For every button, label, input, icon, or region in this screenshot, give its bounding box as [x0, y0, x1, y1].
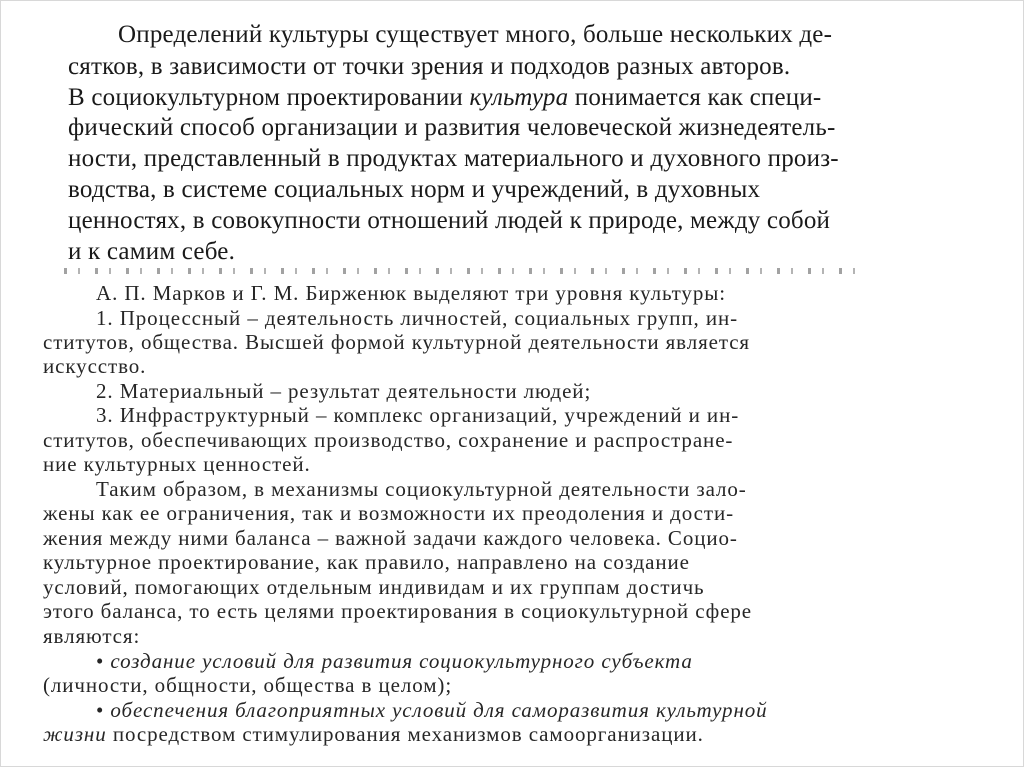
- bullet-italic-text: жизни: [43, 722, 107, 746]
- bullet-italic-text: обеспечения благоприятных условий для саморазвития культурной: [110, 698, 768, 722]
- text-line: 2. Материальный – результат деятельности людей;: [96, 379, 592, 403]
- text-line: Таким образом, в механизмы социокультурной деятельности зало-: [96, 477, 747, 501]
- text-line: культурное проектирование, как правило, направлено на создание: [43, 550, 690, 574]
- text-line: (личности, общности, общества в целом);: [43, 673, 453, 697]
- bullet-marker: •: [96, 649, 105, 673]
- text-line: ститутов, общества. Высшей формой культурной деятельности является: [43, 330, 750, 354]
- text-line: являются:: [43, 624, 141, 648]
- text-line: А. П. Марков и Г. М. Бирженюк выделяют три уровня культуры:: [96, 281, 726, 305]
- scan-seam: [64, 268, 864, 274]
- text-line: жения между ними баланса – важной задачи каждого человека. Социо-: [43, 526, 738, 550]
- text-span: посредством стимулирования механизмов самоорганизации.: [112, 722, 704, 746]
- bullet-item: [96, 649, 693, 674]
- text-line: [68, 84, 821, 112]
- bullet-italic-text: создание условий для развития социокультурного субъекта: [110, 649, 693, 673]
- text-span: понимается как специ-: [574, 84, 822, 111]
- text-line: 1. Процессный – деятельность личностей, социальных групп, ин-: [96, 306, 739, 330]
- italic-term: культура: [469, 84, 569, 111]
- text-line: Определений культуры существует много, больше нескольких де-: [118, 21, 833, 48]
- text-line: сятков, в зависимости от точки зрения и подходов разных авторов.: [68, 53, 791, 80]
- text-line: искусство.: [43, 354, 147, 378]
- text-line: ности, представленный в продуктах материального и духовного произ-: [68, 145, 839, 172]
- text-line: ценностях, в совокупности отношений людей к природе, между собой: [68, 207, 831, 234]
- text-line: 3. Инфраструктурный – комплекс организаций, учреждений и ин-: [96, 403, 740, 427]
- text-line: ститутов, обеспечивающих производство, сохранение и распростране-: [43, 428, 734, 452]
- text-line: и к самим себе.: [68, 238, 236, 265]
- text-line: условий, помогающих отдельным индивидам и их группам достичь: [43, 575, 705, 599]
- bullet-item: [96, 698, 768, 723]
- text-line: фический способ организации и развития человеческой жизнедеятель-: [68, 114, 836, 141]
- bullet-marker: •: [96, 698, 105, 722]
- text-line: ние культурных ценностей.: [43, 452, 311, 476]
- text-line: водства, в системе социальных норм и учреждений, в духовных: [68, 176, 761, 203]
- text-line: этого баланса, то есть целями проектирования в социокультурной сфере: [43, 599, 753, 623]
- text-line: жены как ее ограничения, так и возможности их преодоления и дости-: [43, 501, 734, 525]
- text-span: В социокультурном проектировании: [68, 84, 463, 111]
- text-line: [43, 722, 704, 747]
